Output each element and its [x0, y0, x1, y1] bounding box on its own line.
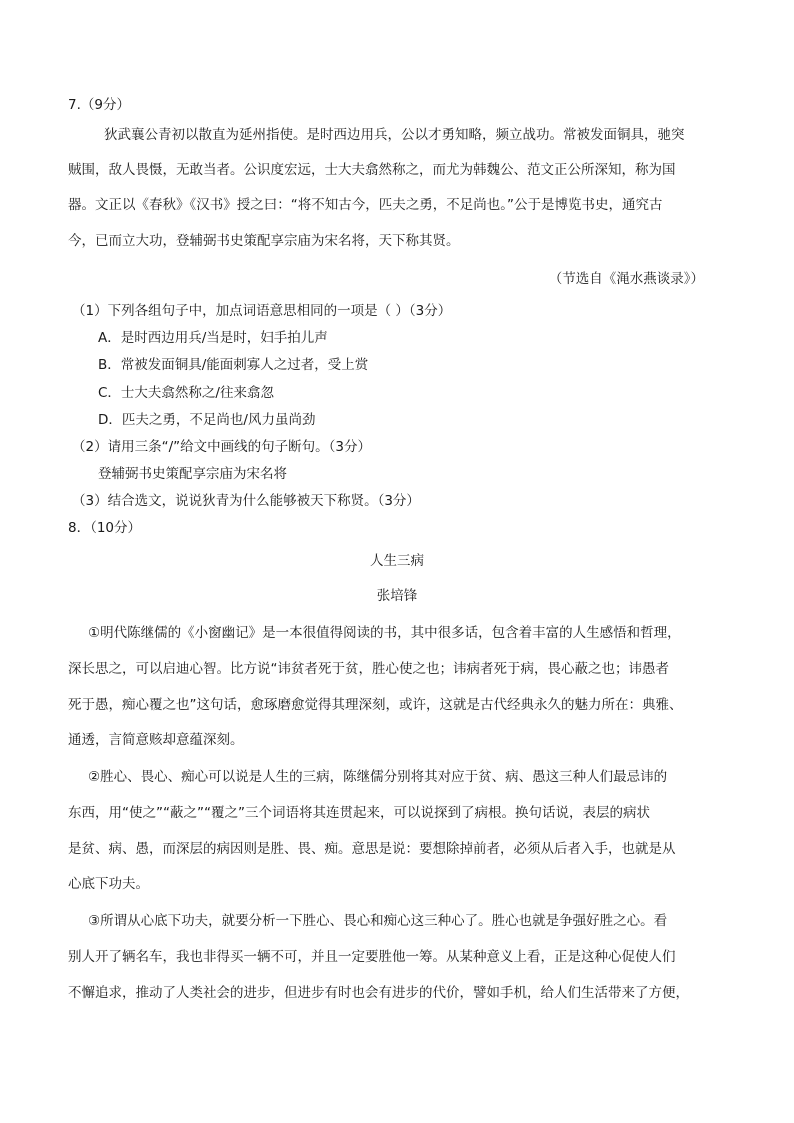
paragraph-line: 通透，言简意赅却意蕴深刻。 — [68, 732, 244, 748]
paragraph-line: 是贫、病、愚，而深层的病因则是胜、畏、痴。意思是说：要想除掉前者，必须从后者入手，也就是从 — [68, 841, 676, 857]
paragraph-line: 心底下功夫。 — [68, 876, 149, 892]
paragraph-line: 死于愚，痴心覆之也”这句话，愈琢磨愈觉得其理深刻，或许，这就是古代经典永久的魅力所在：典雅、 — [68, 697, 683, 713]
article-title: 人生三病 — [370, 553, 424, 569]
paragraph-line: 不懈追求，推动了人类社会的进步，但进步有时也会有进步的代价，譬如手机，给人们生活带来了方便， — [68, 985, 689, 1001]
paragraph-line: 深长思之，可以启迪心智。比方说“讳贫者死于贫，胜心使之也；讳病者死于病，畏心蔽之也；讳愚者 — [68, 661, 669, 677]
passage-source: （节选自《渑水燕谈录》） — [548, 271, 704, 287]
paragraph-line: ③所谓从心底下功夫，就要分析一下胜心、畏心和痴心这三种心了。胜心也就是争强好胜之心。看 — [88, 913, 668, 929]
paragraph-line: ②胜心、畏心、痴心可以说是人生的三病，陈继儒分别将其对应于贫、病、愚这三种人们最忌讳的 — [88, 769, 668, 785]
sub-question-1: （1）下列各组句子中，加点词语意思相同的一项是（ ）（3分） — [72, 303, 452, 319]
option-b: B．常被发面铜具/能面刺寡人之过者，受上赏 — [98, 357, 369, 373]
passage-line: 贼围，敌人畏慑，无敢当者。公识度宏远，士大夫翕然称之，而尤为韩魏公、范文正公所深知，称为国 — [68, 162, 676, 178]
option-d: D．匹夫之勇，不足尚也/风力虽尚劲 — [98, 412, 316, 428]
passage-line: 狄武襄公青初以散直为延州指使。是时西边用兵，公以才勇知略，频立战功。常被发面铜具，驰突 — [104, 127, 685, 143]
passage-line: 器。文正以《春秋》《汉书》授之曰：“将不知古今，匹夫之勇，不足尚也。”公于是博览书史，通究古 — [68, 197, 663, 213]
sub-question-2-sentence: 登辅弼书史策配享宗庙为宋名将 — [98, 466, 287, 482]
option-a: A．是时西边用兵/当是时，妇手拍儿声 — [98, 330, 328, 346]
paragraph-line: ①明代陈继儒的《小窗幽记》是一本很值得阅读的书，其中很多话，包含着丰富的人生感悟和哲理， — [88, 625, 681, 641]
paragraph-line: 别人开了辆名车，我也非得买一辆不可，并且一定要胜他一筹。从某种意义上看，正是这种心促使人们 — [68, 949, 676, 965]
question-7-header: 7.（9分） — [68, 97, 130, 113]
question-8-header: 8．（10分） — [68, 520, 142, 536]
sub-question-3: （3）结合选文，说说狄青为什么能够被天下称贤。（3分） — [72, 493, 420, 509]
option-c: C．士大夫翕然称之/往来翕忽 — [98, 385, 274, 401]
sub-question-2: （2）请用三条“/”给文中画线的句子断句。（3分） — [72, 439, 371, 455]
paragraph-line: 东西，用“使之”“蔽之”“覆之”三个词语将其连贯起来，可以说探到了病根。换句话说，表层的病状 — [68, 805, 650, 821]
passage-line: 今，已而立大功，登辅弼书史策配享宗庙为宋名将，天下称其贤。 — [68, 233, 460, 249]
article-author: 张培锋 — [376, 588, 418, 604]
